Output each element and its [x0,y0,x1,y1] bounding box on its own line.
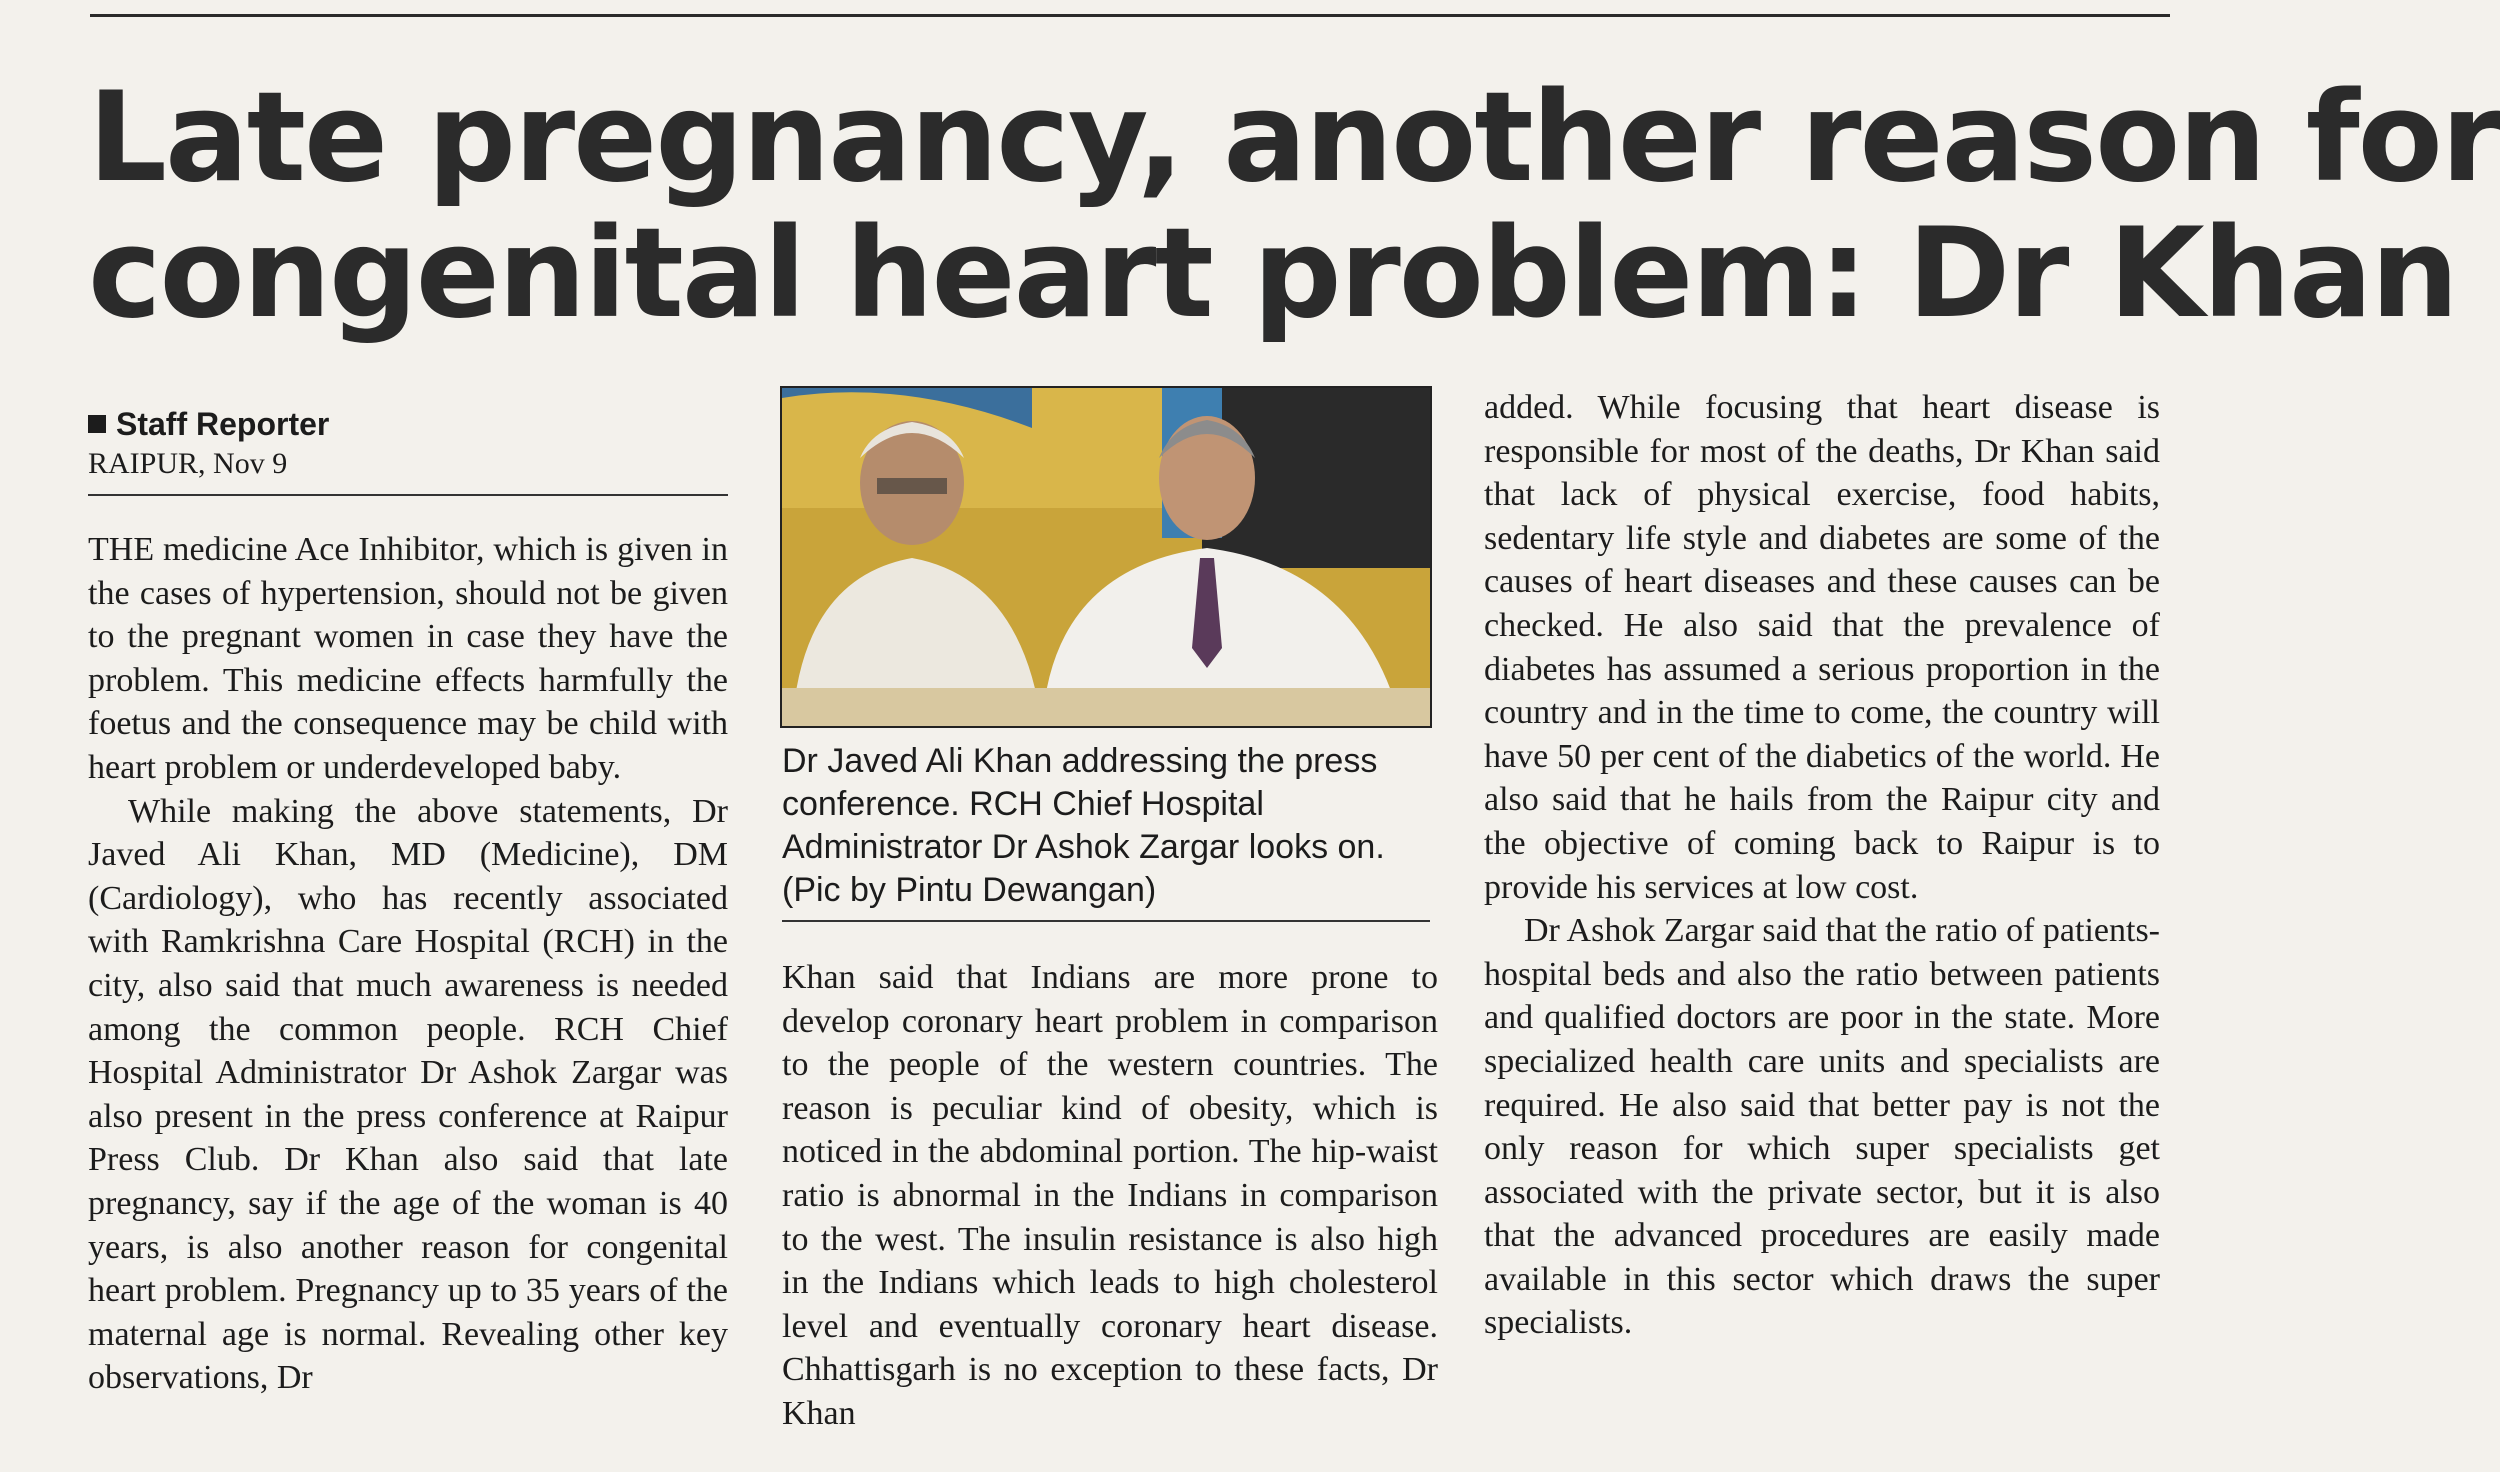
caption-divider [782,920,1430,922]
caption-text: Dr Javed Ali Khan addressing the press conference. RCH Chief Hospital Administrator Dr Ashok Zargar looks on. (Pic by Pintu Dewangan) [782,742,1385,909]
article-paragraph: While making the above statements, Dr Javed Ali Khan, MD (Medicine), DM (Cardiology), who has recently associated with Ramkrishna Care Hospital (RCH) in the city, also said that much awareness is needed among the common people. RCH Chief Hospital Administrator Dr Ashok Zargar was also present in the press conference at Raipur Press Club. Dr Khan also said that late pregnancy, say if the age of the woman is 40 years, is also another reason for congenital heart problem. Pregnancy up to 35 years of the maternal age is normal. Revealing other key observations, Dr [88,792,728,1397]
dateline: RAIPUR, Nov 9 [88,447,288,480]
press-conference-photo [780,386,1432,728]
article-paragraph: added. While focusing that heart disease is responsible for most of the deaths, Dr Khan said that lack of physical exercise, food habits, sedentary life style and diabetes are some of the causes of heart diseases and these causes can be checked. He also said that the prevalence of diabetes has assumed a serious proportion in the country and in the time to come, the country will have 50 per cent of the diabetics of the world. He also said that he hails from the Raipur city and the objective of coming back to Raipur is to provide his services at low cost. [1484,389,2160,906]
photo-caption [782,740,1442,912]
article-column-1 [88,528,728,1400]
article-paragraph: THE medicine Ace Inhibitor, which is given in the cases of hypertension, should not be given to the pregnant women in case they have the problem. This medicine effects harmfully the foetus and the consequence may be child with heart problem or underdeveloped baby. [88,531,728,786]
headline-line-1: Late pregnancy, another reason for [88,66,2500,210]
headline [88,66,2500,346]
square-bullet-icon [88,415,106,433]
reporter-name: Staff Reporter [116,406,330,442]
article-column-3 [1484,386,2160,1345]
headline-line-2: congenital heart problem: Dr Khan [88,202,2457,346]
top-rule [90,14,2170,17]
article-paragraph: Dr Ashok Zargar said that the ratio of patients-hospital beds and also the ratio between patients and qualified doctors are poor in the state. More specialized health care units and specialists are required. He also said that better pay is not the only reason for which super specialists get associated with the private sector, but it is also that the advanced procedures are easily made available in this sector which draws the super specialists. [1484,912,2160,1342]
photo-illustration [782,388,1430,726]
byline [88,404,728,484]
article-paragraph: Khan said that Indians are more prone to develop coronary heart problem in comparison to the people of the western countries. The reason is peculiar kind of obesity, which is noticed in the abdominal portion. The hip-waist ratio is abnormal in the Indians in comparison to the west. The insulin resistance is also high in the Indians which leads to high cholesterol level and eventually coronary heart disease. Chhattisgarh is no exception to these facts, Dr Khan [782,959,1438,1432]
byline-divider [88,494,728,496]
article-column-2 [782,956,1438,1436]
reporter-credit [88,404,728,444]
